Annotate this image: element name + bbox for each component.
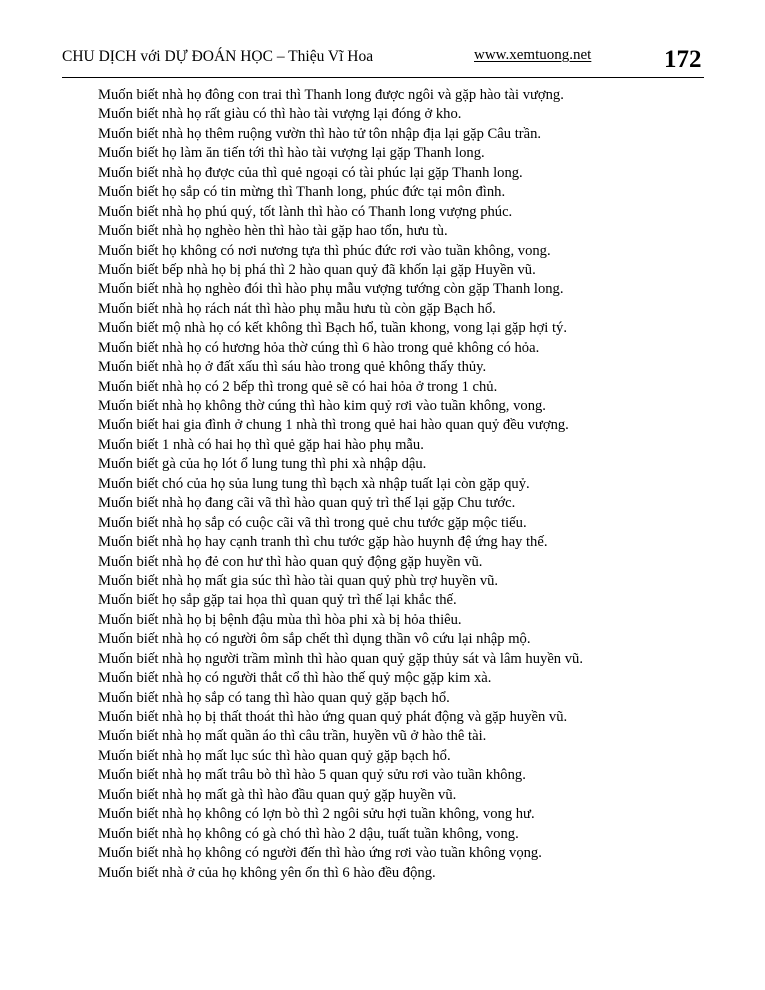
text-line: Muốn biết nhà họ không thờ cúng thì hào kim quỷ rơi vào tuần không, vong. [98,398,546,414]
text-line: Muốn biết chó của họ sủa lung tung thì bạch xà nhập tuất lại còn gặp quỷ. [98,475,530,492]
text-line: Muốn biết nhà họ có người ôm sắp chết thì dụng thần vô cứu lại nhập mộ. [98,631,531,648]
text-line: Muốn biết nhà họ mất trâu bò thì hào 5 quan quỷ sửu rơi vào tuần không. [98,767,526,784]
text-line: Muốn biết họ không có nơi nương tựa thì phúc đức rơi vào tuần không, vong. [98,242,551,259]
website-link[interactable]: www.xemtuong.net [474,47,592,63]
text-line: Muốn biết nhà họ bị bệnh đậu mùa thì hòa phi xà bị hỏa thiêu. [98,611,462,628]
text-line: Muốn biết nhà họ rách nát thì hào phụ mẫu hưu tù còn gặp Bạch hổ. [98,300,496,317]
text-line: Muốn biết nhà họ đẻ con hư thì hào quan quỷ động gặp huyền vũ. [98,553,483,570]
text-line: Muốn biết họ làm ăn tiến tới thì hào tài vượng lại gặp Thanh long. [98,145,485,162]
text-line: Muốn biết gà của họ lót ổ lung tung thì phi xà nhập dậu. [98,456,427,473]
text-line: Muốn biết nhà họ thêm ruộng vườn thì hào tử tôn nhập địa lại gặp Câu trần. [98,125,542,142]
text-line: Muốn biết họ sắp gặp tai họa thì quan quỷ trì thế lại khắc thế. [98,592,457,609]
text-line: Muốn biết nhà ở của họ không yên ổn thì 6 hào đều động. [98,864,436,881]
text-line: Muốn biết nhà họ rất giàu có thì hào tài vượng lại đóng ở kho. [98,106,462,123]
text-body [98,86,718,883]
text-line: Muốn biết nhà họ không có gà chó thì hào 2 dậu, tuất tuần không, vong. [98,825,519,842]
text-line: Muốn biết nhà họ nghèo hèn thì hào tài gặp hao tổn, hưu tù. [98,223,448,240]
text-line: Muốn biết nhà họ bị thất thoát thì hào ứng quan quỷ phát động và gặp huyền vũ. [98,709,568,725]
text-line: Muốn biết nhà họ mất quần áo thì câu trần, huyền vũ ở hào thê tài. [98,728,487,745]
text-line: Muốn biết nhà họ đang cãi vã thì hào quan quỷ trì thế lại gặp Chu tước. [98,495,516,512]
text-line: Muốn biết nhà họ mất gà thì hào đầu quan quỷ gặp huyền vũ. [98,786,457,803]
text-line: Muốn biết bếp nhà họ bị phá thì 2 hào quan quỷ đã khốn lại gặp Huyền vũ. [98,261,536,278]
text-line: Muốn biết họ sắp có tin mừng thì Thanh long, phúc đức tại môn đình. [98,184,506,201]
text-line: Muốn biết nhà họ người trầm mình thì hào quan quỷ gặp thủy sát và lâm huyền vũ. [98,650,583,667]
book-title: CHU DỊCH với DỰ ĐOÁN HỌC – Thiệu Vĩ Hoa [62,48,374,65]
text-line: Muốn biết nhà họ mất lục súc thì hào quan quỷ gặp bạch hổ. [98,747,451,764]
text-line: Muốn biết nhà họ nghèo đói thì hào phụ mẫu vượng tướng còn gặp Thanh long. [98,281,564,298]
text-line: Muốn biết nhà họ có hương hỏa thờ cúng thì 6 hào trong quẻ không có hỏa. [98,339,540,356]
text-line: Muốn biết nhà họ không có người đến thì hào ứng rơi vào tuần không vọng. [98,845,542,862]
text-line: Muốn biết nhà họ không có lợn bò thì 2 ngôi sửu hợi tuần không, vong hư. [98,806,535,823]
text-line: Muốn biết nhà họ sắp có tang thì hào quan quỷ gặp bạch hổ. [98,689,450,706]
text-line: Muốn biết nhà họ ở đất xấu thì sáu hào trong quẻ không thấy thủy. [98,359,487,376]
header-divider [62,77,704,78]
text-line: Muốn biết nhà họ phú quý, tốt lành thì hào có Thanh long vượng phúc. [98,203,513,220]
text-line: Muốn biết nhà họ có 2 bếp thì trong quẻ sẽ có hai hỏa ở trong 1 chủ. [98,378,498,395]
text-line: Muốn biết 1 nhà có hai họ thì quẻ gặp hai hào phụ mẫu. [98,436,424,453]
text-line: Muốn biết mộ nhà họ có kết không thì Bạch hổ, tuần khong, vong lại gặp hợi tý. [98,320,567,337]
text-line: Muốn biết nhà họ hay cạnh tranh thì chu tước gặp hào huynh đệ ứng hay thế. [98,534,548,551]
text-line: Muốn biết nhà họ sắp có cuộc cãi vã thì trong quẻ chu tước gặp mộc tiếu. [98,514,527,531]
page-header [0,0,765,80]
page-number: 172 [664,46,702,73]
text-line: Muốn biết nhà họ đông con trai thì Thanh long được ngôi và gặp hào tài vượng. [98,87,564,103]
text-line: Muốn biết nhà họ được của thì quẻ ngoại có tài phúc lại gặp Thanh long. [98,164,523,181]
text-line: Muốn biết nhà họ có người thắt cổ thì hào thế quỷ mộc gặp kim xà. [98,670,492,687]
text-line: Muốn biết nhà họ mất gia súc thì hào tài quan quỷ phù trợ huyền vũ. [98,572,499,589]
text-line: Muốn biết hai gia đình ở chung 1 nhà thì trong quẻ hai hào quan quỷ đều vượng. [98,417,569,434]
